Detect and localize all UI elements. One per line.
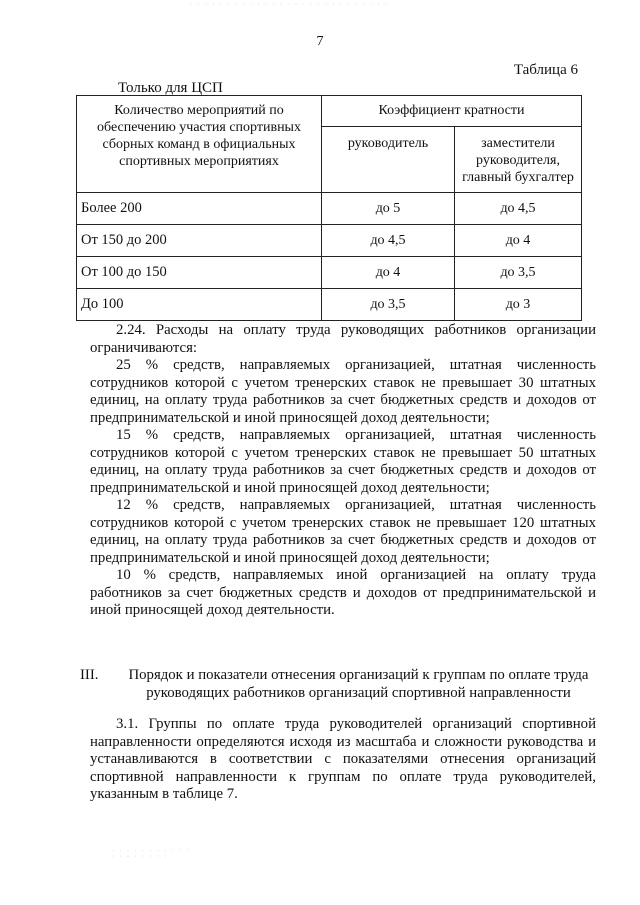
section-2-24-text xyxy=(90,322,596,620)
section-3-text xyxy=(90,716,596,804)
table-note: Только для ЦСП xyxy=(118,80,223,96)
section-number: III. xyxy=(80,667,99,683)
paragraph: 3.1. Группы по оплате труда руководителей организаций спортивной направленности определяются исходя из масштаба и сложности руководства и устанавливаются в соответствии с показателями отнесения организаций спортивной направленности к группам по оплате труда руководителей, указанным в таблице 7. xyxy=(90,716,596,802)
row-deputy-value: до 3,5 xyxy=(455,257,582,289)
row-deputy-value: до 3 xyxy=(455,289,582,321)
table-row xyxy=(77,225,582,257)
table-row xyxy=(77,193,582,225)
row-head-value: до 4,5 xyxy=(322,225,455,257)
row-head-value: до 4 xyxy=(322,257,455,289)
paragraph: 10 % средств, направляемых иной организацией на оплату труда работников за счет бюджетных средств и доходов от предпринимательской и иной приносящей доход деятельности. xyxy=(90,567,596,618)
table-header-deputy: заместители руководителя, главный бухгалтер xyxy=(455,126,582,192)
section-title: Порядок и показатели отнесения организаций к группам по оплате труда руководящих работников организаций спортивной направленности xyxy=(128,667,589,701)
paragraph: 25 % средств, направляемых организацией, штатная численность сотрудников которой с учетом тренерских ставок не превышает 30 штатных единиц, на оплату труда работников за счет бюджетных средств и доходов от предпринимательской и иной приносящей доход деятельности; xyxy=(90,357,596,426)
table-caption: Таблица 6 xyxy=(513,62,578,78)
row-label: Более 200 xyxy=(77,193,322,225)
table-header-coefficient: Коэффициент кратности xyxy=(322,96,582,127)
row-deputy-value: до 4 xyxy=(455,225,582,257)
table-header-head: руководитель xyxy=(322,126,455,192)
scan-artifact: · · · · · · · · · · · · · · · · · · · xyxy=(112,848,191,860)
row-label: От 150 до 200 xyxy=(77,225,322,257)
table-row xyxy=(77,257,582,289)
row-label: До 100 xyxy=(77,289,322,321)
table-header-quantity: Количество мероприятий по обеспечению участия спортивных сборных команд в официальных спортивных мероприятиях xyxy=(77,96,322,193)
coefficient-table xyxy=(76,95,582,321)
paragraph: 2.24. Расходы на оплату труда руководящих работников организации ограничиваются: xyxy=(90,322,596,356)
row-head-value: до 5 xyxy=(322,193,455,225)
row-label: От 100 до 150 xyxy=(77,257,322,289)
paragraph: 12 % средств, направляемых организацией, штатная численность сотрудников которой с учетом тренерских ставок не превышает 120 штатных единиц, на оплату труда работников за счет бюджетных средств и доходов от предпринимательской и иной приносящей доход деятельности; xyxy=(90,497,596,566)
page-number: 7 xyxy=(316,34,324,49)
table-row xyxy=(77,289,582,321)
row-head-value: до 3,5 xyxy=(322,289,455,321)
paragraph: 15 % средств, направляемых организацией, штатная численность сотрудников которой с учетом тренерских ставок не превышает 50 штатных единиц, на оплату труда работников за счет бюджетных средств и доходов от предпринимательской и иной приносящей доход деятельности; xyxy=(90,427,596,496)
scan-artifact: · · · · · · · · · · · · · · · · · · · · · · · · · · · xyxy=(190,2,389,8)
section-heading xyxy=(76,666,596,702)
row-deputy-value: до 4,5 xyxy=(455,193,582,225)
